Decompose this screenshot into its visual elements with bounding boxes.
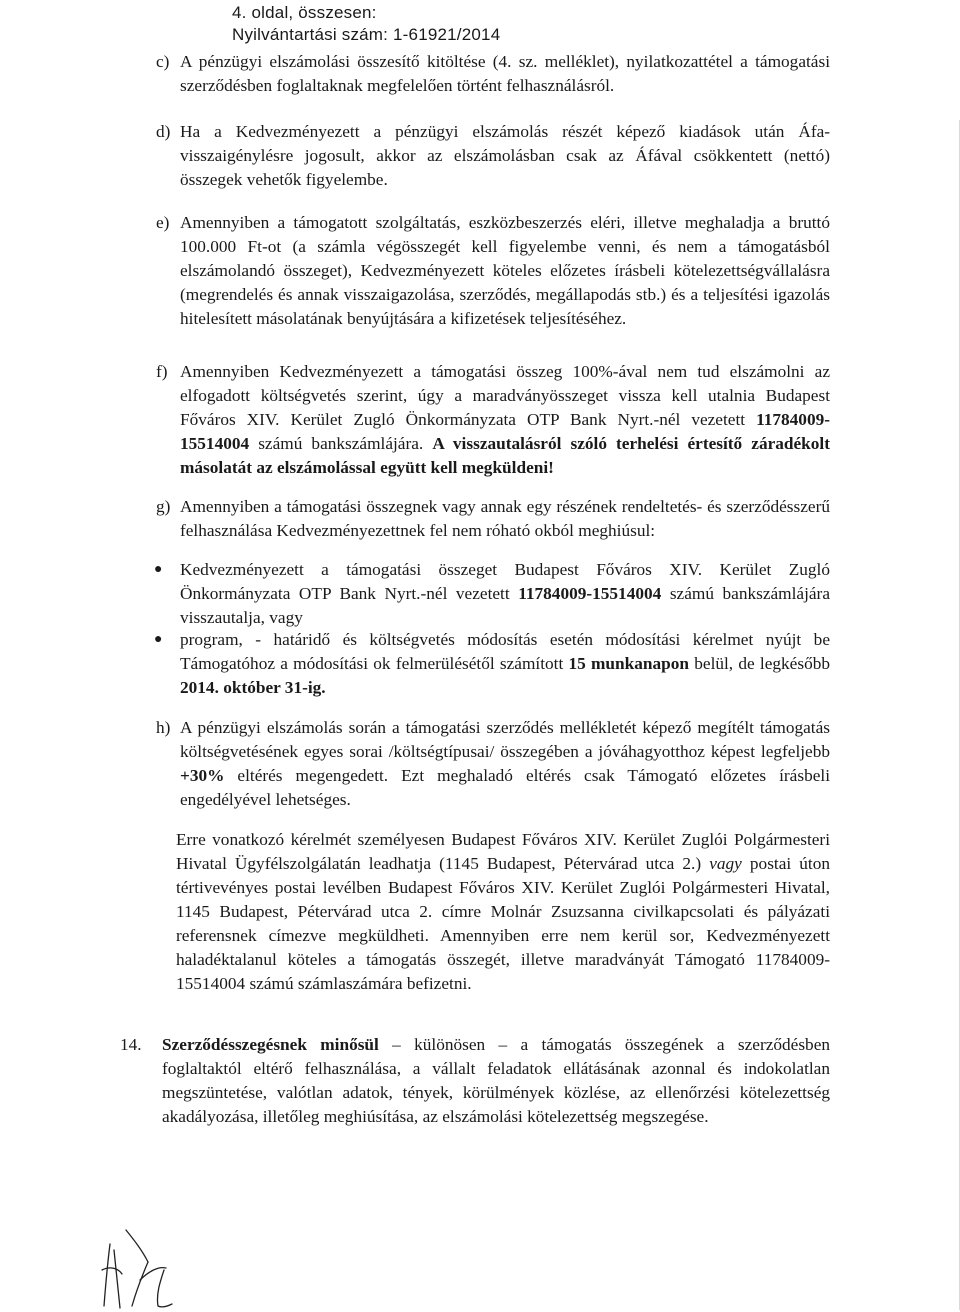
item-f-text-mid: számú bankszámlájára.: [249, 434, 433, 453]
submission-paragraph: [176, 828, 830, 996]
item-h-text: [180, 716, 830, 812]
submission-italic-or: vagy: [709, 854, 742, 873]
handwritten-initials: [96, 1210, 226, 1310]
item-h-pct: +30%: [180, 766, 225, 785]
item-c-text: A pénzügyi elszámolási összesítő kitöltése (4. sz. melléklet), nyilatkozattétel a támogatási szerződésben foglaltaknak megfelelően történt felhasználásról.: [180, 52, 830, 95]
submission-text-post: postai úton tértivevényes postai levélben Budapest Főváros XIV. Kerület Zuglói Polgármesteri Hivatal, 1145 Budapest, Pétervárad utca 2. címre Molnár Zsuzsanna civilkapcsolati és pályázati referensnek címezve megküldheti. Amennyiben erre nem kerül sor, Kedvezményezett haladéktalanul köteles a támogatás összegét, illetve maradványát Támogató 11784009-15514004 számú számlaszámára befizetni.: [176, 854, 830, 993]
item-h-text-pre: A pénzügyi elszámolás során a támogatási szerződés mellékletét képező megítélt támogatás költségvetésének egyes sorai /költségtípusai/ összegében a jóváhagyotthoz képest legfeljebb: [180, 718, 830, 761]
item-g: [156, 495, 830, 543]
page-header: [232, 2, 652, 46]
bullet-2-days: 15 munkanapon: [568, 654, 690, 673]
bullet-2-text-mid: belül, de legkésőbb: [689, 654, 830, 673]
item-g-text: Amennyiben a támogatási összegnek vagy annak egy részének rendeltetés- és szerződésszerű felhasználása Kedvezményezettnek fel nem róható okból meghiúsul:: [180, 497, 830, 540]
bullet-dot-icon: ●: [154, 632, 163, 647]
item-e-text: Amennyiben a támogatott szolgáltatás, eszközbeszerzés eléri, illetve meghaladja a bruttó 100.000 Ft-ot (a számla végösszegét kell figyelembe venni, és nem a támogatásból elszámolandó összeget), Kedvezményezett köteles előzetes írásbeli kötelezettségvállalásra (megrendelés és annak visszaigazolása, szerződés, megállapodás stb.) és a teljesítési igazolás hitelesített másolatának benyújtására a kifizetések teljesítéséhez.: [180, 213, 830, 328]
item-h: [156, 716, 830, 812]
item-h-text-post: eltérés megengedett. Ezt meghaladó eltérés csak Támogató előzetes írásbeli engedélyével lehetséges.: [180, 766, 830, 809]
item-f-marker: f): [156, 362, 168, 381]
item-g-marker: g): [156, 497, 171, 516]
bullet-1-account: 11784009-15514004: [518, 584, 662, 603]
page-count: 4. oldal, összesen:: [232, 3, 377, 22]
registry-number: Nyilvántartási szám: 1-61921/2014: [232, 25, 501, 44]
item-f-account: 11784009-15514004: [180, 410, 830, 453]
bullet-2-text-pre: program, - határidő és költségvetés módosítás esetén módosítási kérelmet nyújt be Támogatóhoz a módosítási ok felmerülésétől számított: [180, 630, 830, 673]
item-d: [156, 120, 830, 192]
item-d-text: Ha a Kedvezményezett a pénzügyi elszámolás részét képező kiadások után Áfa-visszaigénylésre jogosult, akkor az elszámolásban csak az Áfával csökkentett (nettó) összegek vehetők figyelembe.: [180, 122, 830, 189]
item-f-text: [180, 360, 830, 480]
section-14-bold: Szerződésszegésnek minősül: [162, 1035, 379, 1054]
bullet-item-1: [154, 558, 830, 630]
bullet-item-2: [154, 628, 830, 700]
item-e-marker: e): [156, 213, 170, 232]
submission-text-pre: Erre vonatkozó kérelmét személyesen Budapest Főváros XIV. Kerület Zuglói Polgármesteri Hivatal Ügyfélszolgálatán leadhatja (1145 Budapest, Pétervárad utca 2.): [176, 830, 830, 873]
item-f-bold-tail: A visszautalásról szóló terhelési értesítő záradékolt másolatát az elszámolással együtt kell megküldeni!: [180, 434, 830, 477]
bullet-1-text-post: számú bankszámlájára visszautalja, vagy: [180, 584, 830, 627]
item-c: [156, 50, 830, 98]
item-d-marker: d): [156, 122, 171, 141]
item-h-marker: h): [156, 718, 171, 737]
bullet-2-date: 2014. október 31-ig.: [180, 678, 326, 697]
item-f-text-pre: Amennyiben Kedvezményezett a támogatási összeg 100%-ával nem tud elszámolni az elfogadott költségvetés szerint, úgy a maradványösszeget vissza kell utalnia Budapest Főváros XIV. Kerület Zugló Önkormányzata OTP Bank Nyrt.-nél vezetett: [180, 362, 830, 429]
section-14-number: 14.: [120, 1035, 142, 1054]
bullet-1-text-pre: Kedvezményezett a támogatási összeget Budapest Főváros XIV. Kerület Zugló Önkormányzata OTP Bank Nyrt.-nél vezetett: [180, 560, 830, 603]
item-e: [156, 211, 830, 331]
section-14: [120, 1033, 831, 1129]
section-14-text: – különösen – a támogatás összegének a szerződésben foglaltaktól eltérő felhasználása, a vállalt feladatok ellátásának azonnal és indokolatlan megszüntetése, valótlan adatok, tények, körülmények közlése, az ellenőrzési kötelezettség akadályozása, illetőleg meghiúsítása, az elszámolási kötelezettség megszegése.: [162, 1035, 831, 1126]
bullet-dot-icon: ●: [154, 562, 163, 577]
item-f: [156, 360, 830, 480]
item-c-marker: c): [156, 52, 170, 71]
